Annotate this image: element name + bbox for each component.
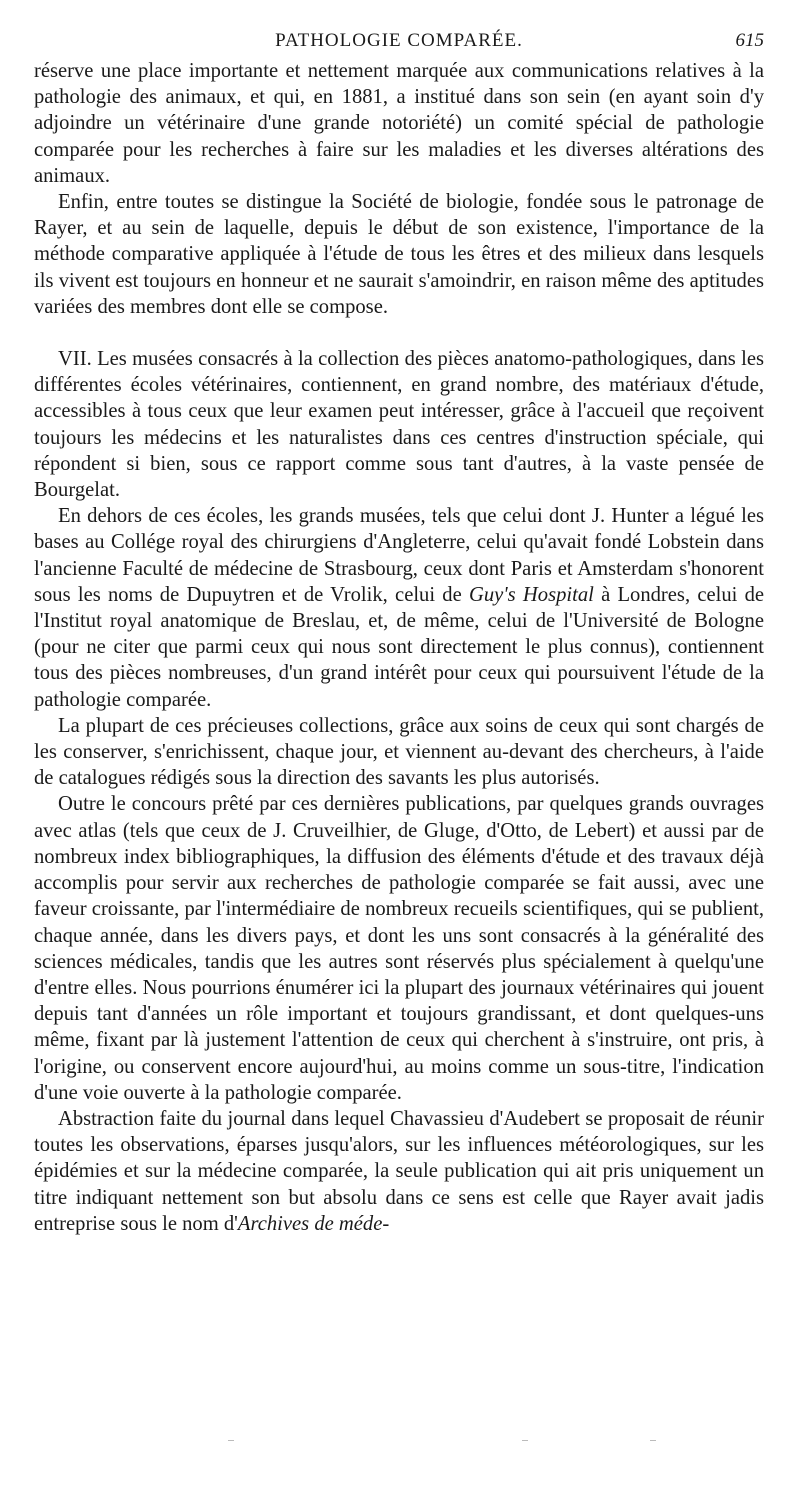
- paragraph-section-vii: VII. Les musées consacrés à la collection des pièces anatomo-pathologiques, dans les différentes écoles vétérinaires, contiennent, en grand nombre, des matériaux d'étude, accessibles à tous ceux que leur examen peut intéresser, grâce à l'accueil que reçoivent toujours les médecins et les naturalistes dans ces centres d'instruction spéciale, qui répondent si bien, sous ce rapport comme sous tant d'autres, à la vaste pensée de Bourgelat.: [34, 348, 764, 502]
- header-title: PATHOLOGIE COMPARÉE.: [275, 30, 523, 51]
- text-run: Abstraction faite du journal dans lequel Chavassieu d'Audebert se proposait de réunir toutes les observations, éparses jusqu'alors, sur les influences météorologiques, sur les épidémies et sur la médecine comparée, la seule publication qui ait pris uniquement un titre indiquant nettement son but absolu dans ce sens est celle que Rayer avait jadis entreprise sous le nom d': [34, 1107, 764, 1235]
- paragraph-abstraction: [34, 1106, 764, 1237]
- speck-mark: [228, 1440, 234, 1441]
- paragraph-collections: La plupart de ces précieuses collections, grâce aux soins de ceux qui sont chargés de les conserver, s'enrichissent, chaque jour, et viennent au-devant des chercheurs, à l'aide de catalogues rédigés sous la direction des savants les plus autorisés.: [34, 714, 764, 790]
- paragraph-grands-musees: [34, 503, 764, 713]
- paragraph-societe-biologie: Enfin, entre toutes se distingue la Société de biologie, fondée sous le patronage de Rayer, et au sein de laquelle, depuis le début de son existence, l'importance de la méthode comparative appliquée à l'étude de tous les êtres et des milieux dans lesquels ils vivent est toujours en honneur et ne saurait s'amoindrir, en raison même des aptitudes variées des membres dont elle se compose.: [34, 191, 764, 318]
- speck-mark: [522, 1440, 528, 1441]
- speck-mark: [650, 1440, 656, 1441]
- page-number: 615: [735, 30, 764, 51]
- text-run: En dehors de ces écoles, les grands musées, tels que celui dont J. Hunter a légué les bases au Collége royal des chirurgiens d'Angleterre, celui qu'avait fondé Lobstein dans l'ancienne Faculté de médecine de Strasbourg, ceux dont Paris et Amsterdam s'honorent sous les noms de Dupuytren et de Vrolik, celui de: [34, 505, 764, 606]
- running-header: [34, 30, 764, 58]
- page: [34, 30, 764, 1237]
- footer-specks: [0, 1440, 800, 1450]
- text-run: à Londres, celui de l'Institut royal anatomique de Breslau, et, de même, celui de l'Université de Bologne (pour ne citer que parmi ceux qui nous sont directement le plus connus), contiennent tous des pièces nombreuses, d'un grand intérêt pour ceux qui poursuivent l'étude de la pathologie comparée.: [34, 583, 765, 711]
- body-text: [34, 58, 764, 1237]
- paragraph-continuation: réserve une place importante et nettement marquée aux communications relatives à la pathologie des animaux, et qui, en 1881, a institué dans son sein (en ayant soin d'y adjoindre un vétérinaire d'une grande notoriété) un comité spécial de pathologie comparée pour les recherches à faire sur les maladies et les diverses altérations des animaux.: [34, 60, 764, 187]
- paragraph-publications: Outre le concours prêté par ces dernières publications, par quelques grands ouvrages avec atlas (tels que ceux de J. Cruveilhier, de Gluge, d'Otto, de Lebert) et aussi par de nombreux index bibliographiques, la diffusion des éléments d'étude et des travaux déjà accomplis pour servir aux recherches de pathologie comparée se fait aussi, avec une faveur croissante, par l'intermédiaire de nombreux recueils scientifiques, qui se publient, chaque année, dans les divers pays, et dont les uns sont consacrés à la généralité des sciences médicales, tandis que les autres sont réservés plus spécialement à quelqu'une d'entre elles. Nous pourrions énumérer ici la plupart des journaux vétérinaires qui jouent depuis tant d'années un rôle important et toujours grandissant, et dont quelques-uns même, fixant par là justement l'attention de ceux qui cherchent à s'instruire, ont pris, à l'origine, ou conservent encore aujourd'hui, au moins comme un sous-titre, l'indication d'une voie ouverte à la pathologie comparée.: [34, 793, 764, 1104]
- italic-run-archives: Archives de méde-: [237, 1212, 390, 1235]
- italic-run-guys-hospital: Guy's Hospital: [468, 583, 594, 606]
